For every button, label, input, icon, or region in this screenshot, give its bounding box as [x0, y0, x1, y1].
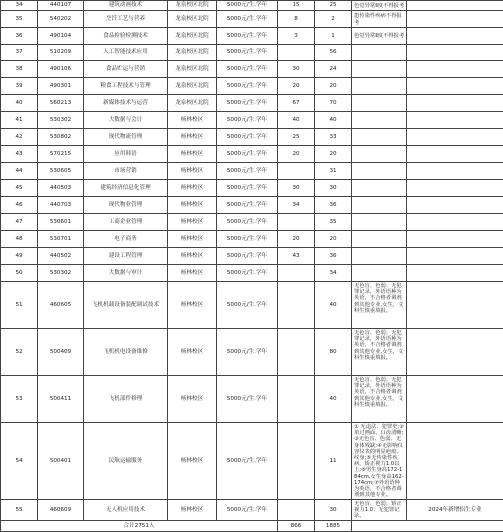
a-cell	[278, 45, 315, 61]
a-cell: 20	[278, 146, 315, 163]
a-cell: 40	[278, 112, 315, 129]
a-cell: 20	[278, 231, 315, 248]
table-row	[1, 1, 503, 11]
no-cell: 48	[1, 231, 38, 248]
fee-cell: 5000元/生.学年	[217, 376, 278, 423]
table-row	[1, 180, 503, 197]
no-cell: 40	[1, 95, 38, 112]
b-cell: 11	[315, 423, 352, 500]
no-cell: 34	[1, 1, 38, 11]
no-cell: 35	[1, 11, 38, 28]
fee-cell: 5000元/生.学年	[217, 146, 278, 163]
table-row	[1, 376, 503, 423]
extra-note-cell	[407, 329, 503, 376]
extra-note-cell	[407, 231, 503, 248]
code-cell: 530701	[38, 231, 84, 248]
total-b: 1885	[315, 520, 352, 531]
extra-note-cell	[407, 95, 503, 112]
major-cell: 应用韩语	[84, 146, 168, 163]
code-cell: 490106	[38, 61, 84, 78]
no-cell: 51	[1, 282, 38, 329]
a-cell: 30	[278, 61, 315, 78]
fee-cell: 5000元/生.学年	[217, 1, 278, 11]
major-cell: 飞机部件修理	[84, 376, 168, 423]
table-row	[1, 214, 503, 231]
a-cell: 34	[278, 197, 315, 214]
major-cell: 建设工程管理	[84, 248, 168, 265]
campus-cell: 龙泉校区北院	[168, 61, 217, 78]
a-cell	[278, 214, 315, 231]
campus-cell: 杨林校区	[168, 231, 217, 248]
b-cell: 36	[315, 248, 352, 265]
b-cell: 70	[315, 95, 352, 112]
extra-note-cell	[407, 282, 503, 329]
no-cell: 46	[1, 197, 38, 214]
major-cell: 无人机应用技术	[84, 500, 168, 521]
extra-note-cell	[407, 112, 503, 129]
extra-note-cell	[407, 376, 503, 423]
extra-note-cell	[407, 163, 503, 180]
table-row	[1, 329, 503, 376]
extra-note-cell	[407, 11, 503, 28]
extra-note-cell	[407, 265, 503, 282]
b-cell: 40	[315, 112, 352, 129]
a-cell	[278, 329, 315, 376]
campus-cell: 杨林校区	[168, 376, 217, 423]
note-cell: 无色盲、色弱；无犯罪记录，外语语种为英语，不合格者调剂到其他专业,女生，文科生慎重填报。	[352, 329, 407, 376]
extra-note-cell	[407, 28, 503, 45]
code-cell: 440107	[38, 1, 84, 11]
note-cell	[352, 163, 407, 180]
b-cell: 20	[315, 78, 352, 95]
note-cell: 患传染性疾病不得报考	[352, 11, 407, 28]
no-cell: 36	[1, 28, 38, 45]
total-row	[1, 520, 503, 531]
code-cell: 570215	[38, 146, 84, 163]
major-cell: 建筑动画技术	[84, 1, 168, 11]
major-cell: 烹饪工艺与营养	[84, 11, 168, 28]
extra-note-cell	[407, 78, 503, 95]
no-cell: 52	[1, 329, 38, 376]
extra-note-cell	[407, 214, 503, 231]
a-cell: 20	[278, 78, 315, 95]
b-cell: 2	[315, 11, 352, 28]
note-cell	[352, 214, 407, 231]
fee-cell: 5000元/生.学年	[217, 180, 278, 197]
fee-cell: 5000元/生.学年	[217, 28, 278, 45]
fee-cell: 5000元/生.学年	[217, 45, 278, 61]
fee-cell: 5000元/生.学年	[217, 214, 278, 231]
campus-cell: 杨林校区	[168, 265, 217, 282]
fee-cell: 5000元/生.学年	[217, 329, 278, 376]
fee-cell: 5000元/生.学年	[217, 163, 278, 180]
a-cell	[278, 376, 315, 423]
code-cell: 500409	[38, 329, 84, 376]
note-cell	[352, 112, 407, 129]
b-cell: 33	[315, 129, 352, 146]
b-cell: 40	[315, 376, 352, 423]
major-cell: 粮食工程技术与管理	[84, 78, 168, 95]
major-cell: 工商企业管理	[84, 214, 168, 231]
campus-cell: 杨林校区	[168, 329, 217, 376]
code-cell: 530302	[38, 112, 84, 129]
total-empty	[352, 520, 503, 531]
campus-cell: 杨林校区	[168, 163, 217, 180]
b-cell: 30	[315, 500, 352, 521]
a-cell: 30	[278, 180, 315, 197]
b-cell: 24	[315, 61, 352, 78]
fee-cell: 5000元/生.学年	[217, 61, 278, 78]
campus-cell: 杨林校区	[168, 282, 217, 329]
fee-cell: 5000元/生.学年	[217, 112, 278, 129]
table-row	[1, 95, 503, 112]
table-row	[1, 45, 503, 61]
table-row	[1, 112, 503, 129]
b-cell: 31	[315, 163, 352, 180]
table-row	[1, 61, 503, 78]
fee-cell: 5000元/生.学年	[217, 500, 278, 521]
b-cell: 20	[315, 231, 352, 248]
code-cell: 460609	[38, 500, 84, 521]
a-cell	[278, 265, 315, 282]
note-cell	[352, 231, 407, 248]
fee-cell: 5000元/生.学年	[217, 282, 278, 329]
extra-note-cell	[407, 61, 503, 78]
a-cell: 43	[278, 248, 315, 265]
campus-cell: 杨林校区	[168, 129, 217, 146]
campus-cell: 龙泉校区北院	[168, 78, 217, 95]
no-cell: 53	[1, 376, 38, 423]
b-cell: 20	[315, 146, 352, 163]
campus-cell: 杨林校区	[168, 146, 217, 163]
note-cell	[352, 129, 407, 146]
no-cell: 55	[1, 500, 38, 521]
extra-note-cell	[407, 1, 503, 11]
code-cell: 440503	[38, 180, 84, 197]
note-cell: 无色盲、色弱；矫正视力1.0；无犯罪记录。	[352, 500, 407, 521]
code-cell: 440703	[38, 197, 84, 214]
major-cell: 食品贮运与营销	[84, 61, 168, 78]
campus-cell: 龙泉校区北院	[168, 1, 217, 11]
table-row	[1, 231, 503, 248]
campus-cell: 龙泉校区北院	[168, 95, 217, 112]
no-cell: 38	[1, 61, 38, 78]
code-cell: 540202	[38, 11, 84, 28]
no-cell: 45	[1, 180, 38, 197]
note-cell	[352, 95, 407, 112]
table-row	[1, 146, 503, 163]
campus-cell: 龙泉校区北院	[168, 45, 217, 61]
major-cell: 电子商务	[84, 231, 168, 248]
b-cell: 35	[315, 214, 352, 231]
code-cell: 500401	[38, 423, 84, 500]
major-cell: 民航运输服务	[84, 423, 168, 500]
note-cell	[352, 265, 407, 282]
b-cell: 1	[315, 28, 352, 45]
campus-cell: 龙泉校区北院	[168, 28, 217, 45]
no-cell: 43	[1, 146, 38, 163]
code-cell: 530601	[38, 214, 84, 231]
table-row	[1, 11, 503, 28]
campus-cell: 杨林校区	[168, 197, 217, 214]
b-cell: 30	[315, 180, 352, 197]
note-cell	[352, 61, 407, 78]
total-label: 合计2751人	[1, 520, 278, 531]
a-cell	[278, 282, 315, 329]
major-cell: 食品检验检测技术	[84, 28, 168, 45]
no-cell: 37	[1, 45, 38, 61]
campus-cell: 龙泉校区北院	[168, 11, 217, 28]
note-cell: 色觉异常Ⅱ度不得报考	[352, 1, 407, 11]
note-cell	[352, 146, 407, 163]
major-cell: 现代物业管理	[84, 197, 168, 214]
extra-note-cell: 2024年新增招生专业	[407, 500, 503, 521]
fee-cell: 5000元/生.学年	[217, 95, 278, 112]
extra-note-cell	[407, 129, 503, 146]
major-cell: 飞机机电设备维修	[84, 329, 168, 376]
fee-cell: 5000元/生.学年	[217, 129, 278, 146]
code-cell: 500411	[38, 376, 84, 423]
no-cell: 44	[1, 163, 38, 180]
table-row	[1, 78, 503, 95]
code-cell: 490301	[38, 78, 84, 95]
extra-note-cell	[407, 423, 503, 500]
extra-note-cell	[407, 146, 503, 163]
fee-cell: 5000元/生.学年	[217, 265, 278, 282]
major-cell: 大数据与会计	[84, 112, 168, 129]
no-cell: 47	[1, 214, 38, 231]
table-row	[1, 265, 503, 282]
code-cell: 460605	[38, 282, 84, 329]
table-body	[1, 1, 503, 521]
code-cell: 530302	[38, 265, 84, 282]
major-cell: 大数据与审计	[84, 265, 168, 282]
note-cell	[352, 197, 407, 214]
no-cell: 50	[1, 265, 38, 282]
b-cell: 56	[315, 45, 352, 61]
a-cell	[278, 423, 315, 500]
major-cell: 建筑经济信息化管理	[84, 180, 168, 197]
a-cell: 15	[278, 1, 315, 11]
note-cell: 无色盲、色弱；无犯罪记录，外语语种为英语，不合格者调剂到其他专业,女生，文科生慎重填报。	[352, 282, 407, 329]
table-row	[1, 423, 503, 500]
campus-cell: 杨林校区	[168, 180, 217, 197]
fee-cell: 5000元/生.学年	[217, 248, 278, 265]
table-row	[1, 163, 503, 180]
fee-cell: 5000元/生.学年	[217, 11, 278, 28]
b-cell: 40	[315, 282, 352, 329]
campus-cell: 杨林校区	[168, 423, 217, 500]
b-cell: 34	[315, 265, 352, 282]
major-cell: 新媒体技术与运营	[84, 95, 168, 112]
b-cell: 25	[315, 1, 352, 11]
no-cell: 54	[1, 423, 38, 500]
table-row	[1, 248, 503, 265]
a-cell	[278, 500, 315, 521]
note-cell: 色觉异常Ⅱ度不得报考	[352, 28, 407, 45]
b-cell: 36	[315, 197, 352, 214]
b-cell: 80	[315, 329, 352, 376]
total-a: 866	[278, 520, 315, 531]
a-cell: 3	[278, 28, 315, 45]
a-cell: 8	[278, 11, 315, 28]
table-row	[1, 28, 503, 45]
campus-cell: 杨林校区	[168, 112, 217, 129]
a-cell	[278, 163, 315, 180]
fee-cell: 5000元/生.学年	[217, 423, 278, 500]
major-cell: 飞机机载设备装配调试技术	[84, 282, 168, 329]
code-cell: 490104	[38, 28, 84, 45]
note-cell: 无色盲、色弱；无犯罪记录，外语语种为英语，不合格者调剂到其他专业,女生，文科生慎重填报。	[352, 376, 407, 423]
campus-cell: 杨林校区	[168, 248, 217, 265]
extra-note-cell	[407, 180, 503, 197]
campus-cell: 杨林校区	[168, 214, 217, 231]
major-cell: 现代物流管理	[84, 129, 168, 146]
major-cell: 人工智能技术应用	[84, 45, 168, 61]
code-cell: 560213	[38, 95, 84, 112]
table-row	[1, 197, 503, 214]
code-cell: 440502	[38, 248, 84, 265]
extra-note-cell	[407, 248, 503, 265]
code-cell: 510209	[38, 45, 84, 61]
fee-cell: 5000元/生.学年	[217, 197, 278, 214]
a-cell: 25	[278, 129, 315, 146]
note-cell: ① 无违法、犯罪史;②单过画面、口齿清晰;③无色盲、色弱、无身体残缺;④无影响仪容仪表的明显疤痕、纹身;⑤无传染性疾病、矫正视力1.0以上;⑥男生身高172-184cm,女生身高162-174cm;⑦外语语种为英语，不合格者调剂到其他专业。	[352, 423, 407, 500]
note-cell	[352, 78, 407, 95]
extra-note-cell	[407, 197, 503, 214]
no-cell: 39	[1, 78, 38, 95]
no-cell: 42	[1, 129, 38, 146]
fee-cell: 5000元/生.学年	[217, 78, 278, 95]
no-cell: 41	[1, 112, 38, 129]
table-row	[1, 500, 503, 521]
a-cell: 67	[278, 95, 315, 112]
note-cell	[352, 248, 407, 265]
note-cell	[352, 180, 407, 197]
extra-note-cell	[407, 45, 503, 61]
major-cell: 市场营销	[84, 163, 168, 180]
no-cell: 49	[1, 248, 38, 265]
fee-cell: 5000元/生.学年	[217, 231, 278, 248]
note-cell	[352, 45, 407, 61]
code-cell: 530802	[38, 129, 84, 146]
table-row	[1, 282, 503, 329]
table-row	[1, 129, 503, 146]
code-cell: 530605	[38, 163, 84, 180]
campus-cell: 杨林校区	[168, 500, 217, 521]
